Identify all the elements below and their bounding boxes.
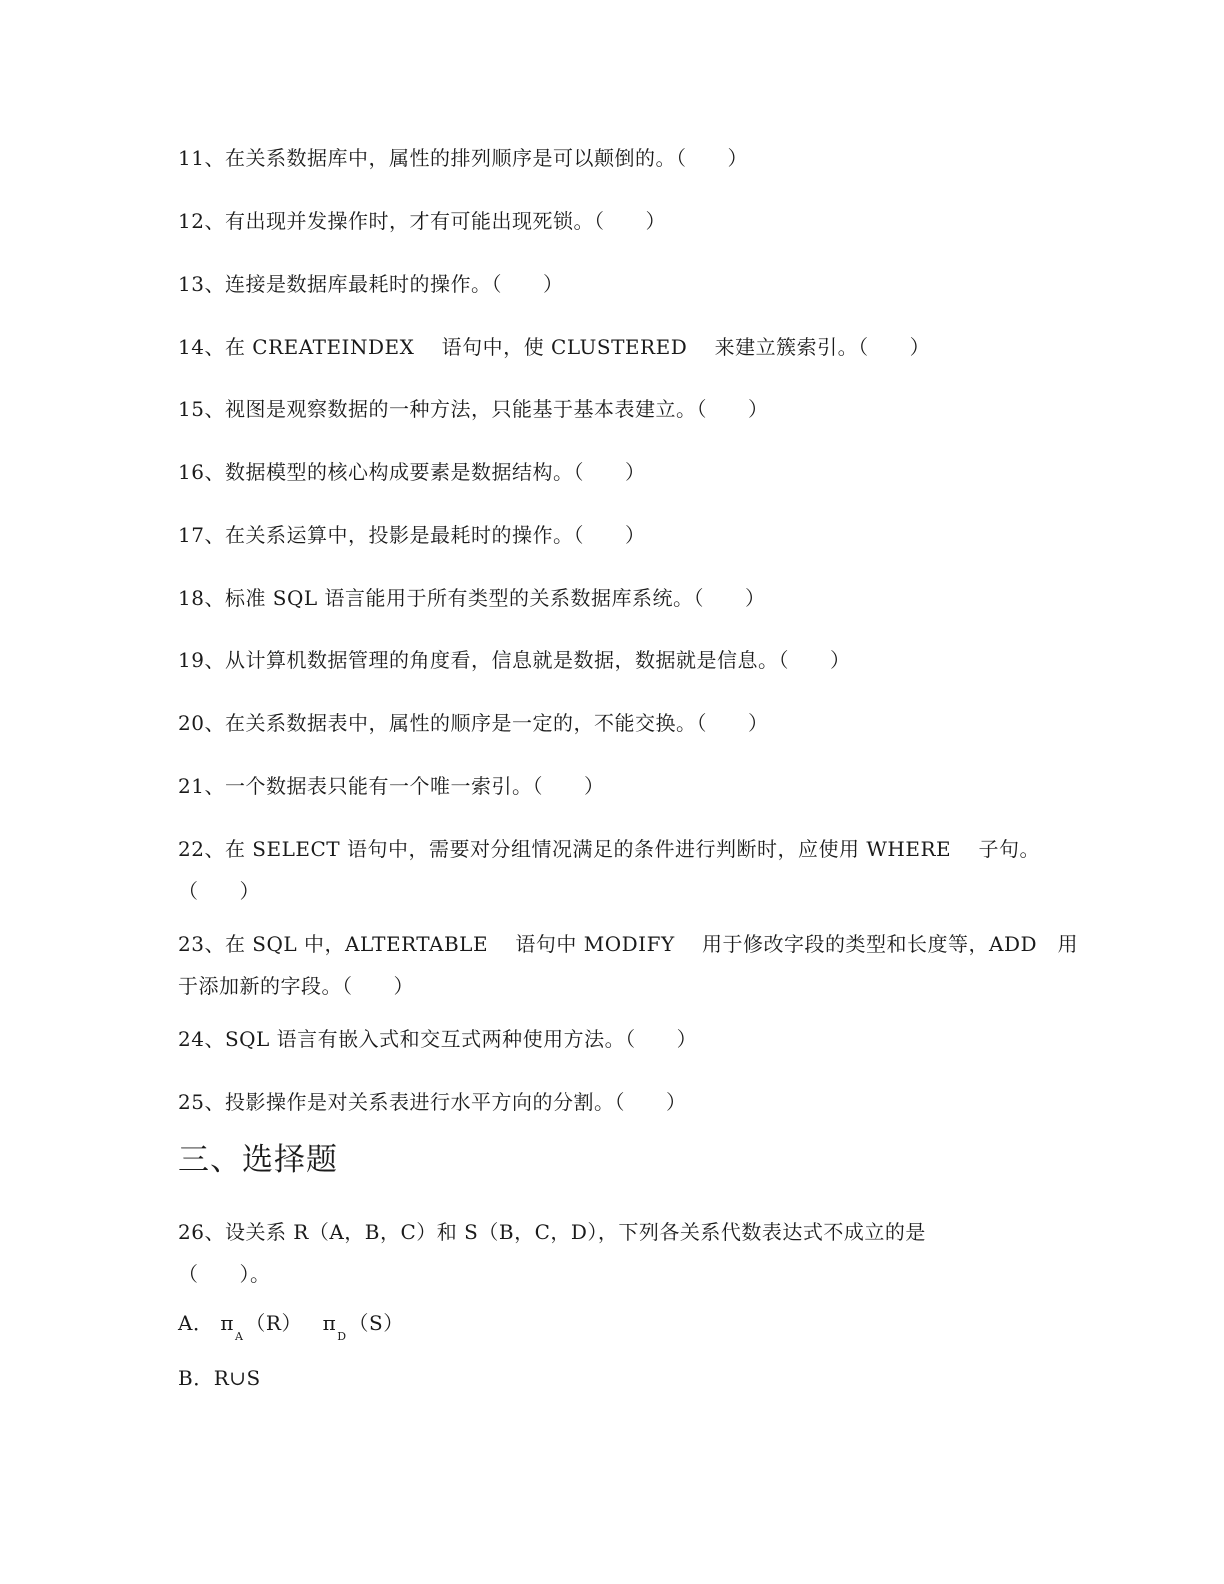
question-18: 18、标准 SQL 语言能用于所有类型的关系数据库系统。（ ） (178, 586, 766, 610)
option-a-prefix: A． (178, 1311, 214, 1335)
option-b: B．R∪S (178, 1366, 261, 1390)
pi-subscript-1: A (234, 1330, 244, 1343)
question-22-line-2: （ ） (178, 879, 260, 903)
question-23-line-2: 于添加新的字段。（ ） (178, 974, 414, 998)
question-13: 13、连接是数据库最耗时的操作。（ ） (178, 272, 564, 296)
question-22-line-1: 22、在 SELECT 语句中，需要对分组情况满足的条件进行判断时，应使用 WHERE 子句。 (178, 837, 1040, 861)
question-21: 21、一个数据表只能有一个唯一索引。（ ） (178, 774, 605, 798)
question-14: 14、在 CREATEINDEX 语句中，使 CLUSTERED 来建立簇索引。（ ） (178, 335, 931, 359)
question-24: 24、SQL 语言有嵌入式和交互式两种使用方法。（ ） (178, 1027, 698, 1051)
question-26-line-1: 26、设关系 R（A，B，C）和 S（B，C，D），下列各关系代数表达式不成立的是 (178, 1220, 926, 1244)
option-a-argument-1: （R） (245, 1311, 302, 1335)
question-19: 19、从计算机数据管理的角度看，信息就是数据，数据就是信息。（ ） (178, 648, 851, 672)
question-15: 15、视图是观察数据的一种方法，只能基于基本表建立。（ ） (178, 397, 769, 421)
question-23-line-1: 23、在 SQL 中，ALTERTABLE 语句中 MODIFY 用于修改字段的类型和长度等，ADD 用 (178, 932, 1079, 956)
question-17: 17、在关系运算中，投影是最耗时的操作。（ ） (178, 523, 646, 547)
section-heading: 三、选择题 (178, 1142, 338, 1178)
pi-subscript-2: D (337, 1330, 347, 1343)
question-12: 12、有出现并发操作时，才有可能出现死锁。（ ） (178, 209, 666, 233)
option-a (178, 1311, 404, 1343)
question-20: 20、在关系数据表中，属性的顺序是一定的，不能交换。（ ） (178, 711, 769, 735)
question-16: 16、数据模型的核心构成要素是数据结构。（ ） (178, 460, 646, 484)
pi-symbol-2: π (322, 1311, 337, 1335)
pi-symbol-1: π (220, 1311, 234, 1335)
option-a-argument-2: （S） (348, 1311, 404, 1335)
question-25: 25、投影操作是对关系表进行水平方向的分割。（ ） (178, 1090, 687, 1114)
question-26-line-2: （ ）。 (178, 1262, 271, 1286)
question-11: 11、在关系数据库中，属性的排列顺序是可以颠倒的。（ ） (178, 146, 748, 170)
